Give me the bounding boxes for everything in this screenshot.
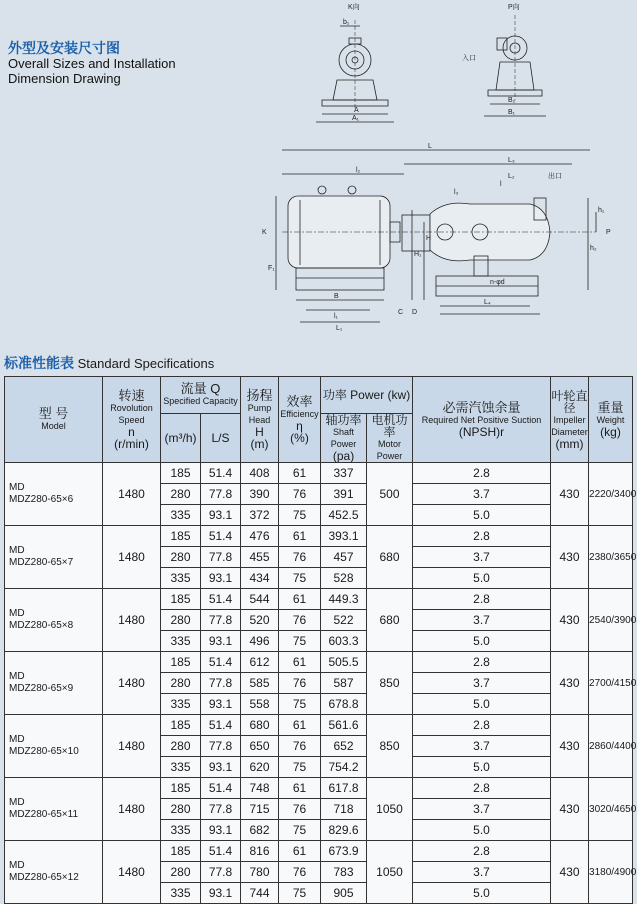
npsh-cell: 5.0	[413, 631, 551, 652]
npsh-cell: 2.8	[413, 589, 551, 610]
impeller-cell: 430	[551, 463, 589, 526]
weight-cell: 2700/4150	[589, 652, 633, 715]
spec-body	[5, 463, 637, 904]
dim-A1: A₁	[352, 115, 360, 122]
flow-m3h-cell: 335	[161, 694, 201, 715]
shaft-power-cell: 905	[321, 883, 367, 904]
view-k-label: K向	[348, 4, 360, 11]
shaft-power-cell: 452.5	[321, 505, 367, 526]
npsh-cell: 5.0	[413, 568, 551, 589]
dim-F1: F₁	[268, 265, 275, 272]
table-row	[5, 589, 633, 610]
table-row	[5, 778, 633, 799]
npsh-cell: 3.7	[413, 610, 551, 631]
efficiency-cell: 75	[279, 568, 321, 589]
weight-cell: 2540/3900	[589, 589, 633, 652]
impeller-cell: 430	[551, 778, 589, 841]
flow-m3h-cell: 185	[161, 715, 201, 736]
efficiency-cell: 61	[279, 715, 321, 736]
flow-ls-cell: 51.4	[201, 463, 241, 484]
model-cell: MD MDZ280-65×11	[5, 778, 103, 841]
col-flow-m3h: (m³/h)	[161, 414, 201, 463]
flow-ls-cell: 77.8	[201, 736, 241, 757]
outlet-label: 出口	[548, 173, 562, 180]
flow-m3h-cell: 335	[161, 820, 201, 841]
dim-L3: L₃	[508, 157, 515, 164]
table-row	[5, 841, 633, 862]
efficiency-cell: 61	[279, 589, 321, 610]
flow-ls-cell: 51.4	[201, 526, 241, 547]
efficiency-cell: 61	[279, 652, 321, 673]
npsh-cell: 2.8	[413, 463, 551, 484]
head-cell: 748	[241, 778, 279, 799]
weight-cell: 2860/4400	[589, 715, 633, 778]
flow-ls-cell: 77.8	[201, 484, 241, 505]
impeller-cell: 430	[551, 526, 589, 589]
flow-m3h-cell: 185	[161, 589, 201, 610]
efficiency-cell: 75	[279, 631, 321, 652]
motor-power-cell: 1050	[367, 778, 413, 841]
flow-ls-cell: 77.8	[201, 610, 241, 631]
efficiency-cell: 76	[279, 673, 321, 694]
npsh-cell: 5.0	[413, 757, 551, 778]
flow-ls-cell: 51.4	[201, 715, 241, 736]
shaft-power-cell: 393.1	[321, 526, 367, 547]
npsh-cell: 5.0	[413, 883, 551, 904]
flow-ls-cell: 93.1	[201, 757, 241, 778]
efficiency-cell: 76	[279, 799, 321, 820]
flow-ls-cell: 93.1	[201, 631, 241, 652]
dim-L2: L₂	[508, 173, 515, 180]
p-view	[462, 2, 546, 116]
flow-m3h-cell: 280	[161, 610, 201, 631]
efficiency-cell: 76	[279, 547, 321, 568]
efficiency-cell: 76	[279, 610, 321, 631]
motor-power-cell: 500	[367, 463, 413, 526]
spec-title: 标准性能表 Standard Specifications	[4, 356, 215, 372]
npsh-cell: 2.8	[413, 526, 551, 547]
col-impeller: 叶轮直径 Impeller Diameter (mm)	[551, 377, 589, 463]
npsh-cell: 3.7	[413, 736, 551, 757]
head-cell: 715	[241, 799, 279, 820]
col-efficiency: 效率 Efficiency η (%)	[279, 377, 321, 463]
head-cell: 544	[241, 589, 279, 610]
npsh-cell: 2.8	[413, 778, 551, 799]
col-speed: 转速 Rovolution Speed n (r/min)	[103, 377, 161, 463]
flow-m3h-cell: 335	[161, 631, 201, 652]
title-chinese: 外型及安装尺寸图	[8, 41, 120, 57]
dim-B2: B₂	[508, 97, 516, 104]
col-model: 型 号 Model	[5, 377, 103, 463]
flow-ls-cell: 77.8	[201, 799, 241, 820]
col-power: 功率 Power (kw)	[321, 377, 413, 414]
speed-cell: 1480	[103, 526, 161, 589]
shaft-power-cell: 673.9	[321, 841, 367, 862]
flow-m3h-cell: 335	[161, 757, 201, 778]
flow-ls-cell: 51.4	[201, 589, 241, 610]
dim-H: H	[426, 235, 432, 242]
head-cell: 780	[241, 862, 279, 883]
k-view	[316, 2, 394, 122]
flow-ls-cell: 93.1	[201, 820, 241, 841]
flow-m3h-cell: 185	[161, 526, 201, 547]
impeller-cell: 430	[551, 841, 589, 904]
motor-power-cell: 850	[367, 652, 413, 715]
flow-ls-cell: 77.8	[201, 862, 241, 883]
speed-cell: 1480	[103, 463, 161, 526]
shaft-power-cell: 587	[321, 673, 367, 694]
col-motor-power: 电机功率 Motor Power	[367, 414, 413, 463]
shaft-power-cell: 561.6	[321, 715, 367, 736]
flow-ls-cell: 93.1	[201, 883, 241, 904]
flow-ls-cell: 93.1	[201, 694, 241, 715]
npsh-cell: 3.7	[413, 547, 551, 568]
dim-l2: l₂	[356, 167, 361, 174]
npsh-cell: 2.8	[413, 715, 551, 736]
flow-m3h-cell: 280	[161, 736, 201, 757]
arrow-P: P	[606, 229, 611, 236]
motor-power-cell: 680	[367, 589, 413, 652]
flow-m3h-cell: 335	[161, 568, 201, 589]
dim-D: D	[412, 309, 418, 316]
shaft-power-cell: 829.6	[321, 820, 367, 841]
dim-L: L	[428, 143, 432, 150]
flow-ls-cell: 93.1	[201, 505, 241, 526]
head-cell: 650	[241, 736, 279, 757]
npsh-cell: 5.0	[413, 505, 551, 526]
head-cell: 455	[241, 547, 279, 568]
npsh-cell: 5.0	[413, 820, 551, 841]
head-cell: 744	[241, 883, 279, 904]
head-cell: 816	[241, 841, 279, 862]
shaft-power-cell: 652	[321, 736, 367, 757]
dim-L1: L₁	[336, 325, 343, 332]
col-flow-ls: L/S	[201, 414, 241, 463]
model-cell: MD MDZ280-65×6	[5, 463, 103, 526]
speed-cell: 1480	[103, 841, 161, 904]
flow-m3h-cell: 280	[161, 799, 201, 820]
table-row	[5, 463, 633, 484]
head-cell: 390	[241, 484, 279, 505]
flow-m3h-cell: 335	[161, 505, 201, 526]
head-cell: 585	[241, 673, 279, 694]
head-cell: 434	[241, 568, 279, 589]
model-cell: MD MDZ280-65×8	[5, 589, 103, 652]
shaft-power-cell: 783	[321, 862, 367, 883]
dim-b1: b₁	[343, 19, 350, 26]
flow-m3h-cell: 185	[161, 778, 201, 799]
efficiency-cell: 61	[279, 841, 321, 862]
col-npsh: 必需汽蚀余量 Required Net Positive Suction (NPSH)r	[413, 377, 551, 463]
shaft-power-cell: 522	[321, 610, 367, 631]
efficiency-cell: 75	[279, 694, 321, 715]
efficiency-cell: 76	[279, 484, 321, 505]
model-cell: MD MDZ280-65×7	[5, 526, 103, 589]
weight-cell: 2220/3400	[589, 463, 633, 526]
col-weight: 重量 Weight (kg)	[589, 377, 633, 463]
npsh-cell: 2.8	[413, 652, 551, 673]
dim-A: A	[354, 107, 359, 114]
flow-m3h-cell: 280	[161, 862, 201, 883]
head-cell: 520	[241, 610, 279, 631]
head-cell: 476	[241, 526, 279, 547]
spec-table	[4, 376, 637, 904]
flow-m3h-cell: 185	[161, 841, 201, 862]
shaft-power-cell: 457	[321, 547, 367, 568]
weight-cell: 3180/4900	[589, 841, 633, 904]
model-cell: MD MDZ280-65×9	[5, 652, 103, 715]
flow-m3h-cell: 280	[161, 484, 201, 505]
dim-C: C	[398, 309, 404, 316]
efficiency-cell: 76	[279, 862, 321, 883]
efficiency-cell: 75	[279, 883, 321, 904]
npsh-cell: 2.8	[413, 841, 551, 862]
col-shaft-power: 轴功率 Shaft Power (pa)	[321, 414, 367, 463]
shaft-power-cell: 391	[321, 484, 367, 505]
speed-cell: 1480	[103, 652, 161, 715]
model-cell: MD MDZ280-65×12	[5, 841, 103, 904]
head-cell: 372	[241, 505, 279, 526]
speed-cell: 1480	[103, 778, 161, 841]
dim-h2: h₂	[590, 245, 597, 252]
shaft-power-cell: 505.5	[321, 652, 367, 673]
dim-B: B	[334, 293, 339, 300]
table-row	[5, 526, 633, 547]
table-row	[5, 652, 633, 673]
head-cell: 408	[241, 463, 279, 484]
head-cell: 682	[241, 820, 279, 841]
npsh-cell: 3.7	[413, 799, 551, 820]
dim-l1: l₁	[334, 313, 338, 320]
npsh-cell: 3.7	[413, 862, 551, 883]
motor-power-cell: 680	[367, 526, 413, 589]
head-cell: 612	[241, 652, 279, 673]
flow-ls-cell: 51.4	[201, 778, 241, 799]
shaft-power-cell: 754.2	[321, 757, 367, 778]
motor-power-cell: 1050	[367, 841, 413, 904]
head-cell: 680	[241, 715, 279, 736]
side-elevation	[262, 143, 611, 332]
flow-m3h-cell: 185	[161, 652, 201, 673]
flow-ls-cell: 51.4	[201, 652, 241, 673]
shaft-power-cell: 678.8	[321, 694, 367, 715]
npsh-cell: 3.7	[413, 673, 551, 694]
dimension-drawing	[0, 0, 637, 350]
dim-L4: L₄	[484, 299, 491, 306]
dim-l3: l₃	[454, 189, 459, 196]
shaft-power-cell: 337	[321, 463, 367, 484]
col-head: 扬程 Pump Head H (m)	[241, 377, 279, 463]
npsh-cell: 3.7	[413, 484, 551, 505]
efficiency-cell: 61	[279, 778, 321, 799]
flow-m3h-cell: 185	[161, 463, 201, 484]
head-cell: 620	[241, 757, 279, 778]
dim-l: l	[500, 181, 502, 188]
model-cell: MD MDZ280-65×10	[5, 715, 103, 778]
shaft-power-cell: 718	[321, 799, 367, 820]
flow-m3h-cell: 280	[161, 673, 201, 694]
impeller-cell: 430	[551, 715, 589, 778]
flow-ls-cell: 51.4	[201, 841, 241, 862]
efficiency-cell: 75	[279, 820, 321, 841]
efficiency-cell: 75	[279, 505, 321, 526]
shaft-power-cell: 617.8	[321, 778, 367, 799]
npsh-cell: 5.0	[413, 694, 551, 715]
flow-ls-cell: 93.1	[201, 568, 241, 589]
weight-cell: 2380/3650	[589, 526, 633, 589]
inlet-label: 入口	[462, 55, 476, 62]
efficiency-cell: 61	[279, 463, 321, 484]
dim-B1: B₁	[508, 109, 516, 116]
head-cell: 496	[241, 631, 279, 652]
col-flow: 流量 Q Specified Capacity	[161, 377, 241, 414]
view-p-label: P向	[508, 4, 520, 11]
speed-cell: 1480	[103, 589, 161, 652]
efficiency-cell: 76	[279, 736, 321, 757]
efficiency-cell: 75	[279, 757, 321, 778]
arrow-K: K	[262, 229, 267, 236]
shaft-power-cell: 449.3	[321, 589, 367, 610]
shaft-power-cell: 603.3	[321, 631, 367, 652]
impeller-cell: 430	[551, 589, 589, 652]
efficiency-cell: 61	[279, 526, 321, 547]
weight-cell: 3020/4650	[589, 778, 633, 841]
title-english: Overall Sizes and Installation Dimension Drawing	[8, 56, 176, 86]
flow-m3h-cell: 335	[161, 883, 201, 904]
speed-cell: 1480	[103, 715, 161, 778]
flow-m3h-cell: 280	[161, 547, 201, 568]
dim-H1: H₁	[414, 251, 422, 258]
dim-h1: h₁	[598, 207, 605, 214]
flow-ls-cell: 77.8	[201, 673, 241, 694]
shaft-power-cell: 528	[321, 568, 367, 589]
table-row	[5, 715, 633, 736]
impeller-cell: 430	[551, 652, 589, 715]
motor-power-cell: 850	[367, 715, 413, 778]
head-cell: 558	[241, 694, 279, 715]
flow-ls-cell: 77.8	[201, 547, 241, 568]
dim-nd: n-φd	[490, 279, 505, 286]
